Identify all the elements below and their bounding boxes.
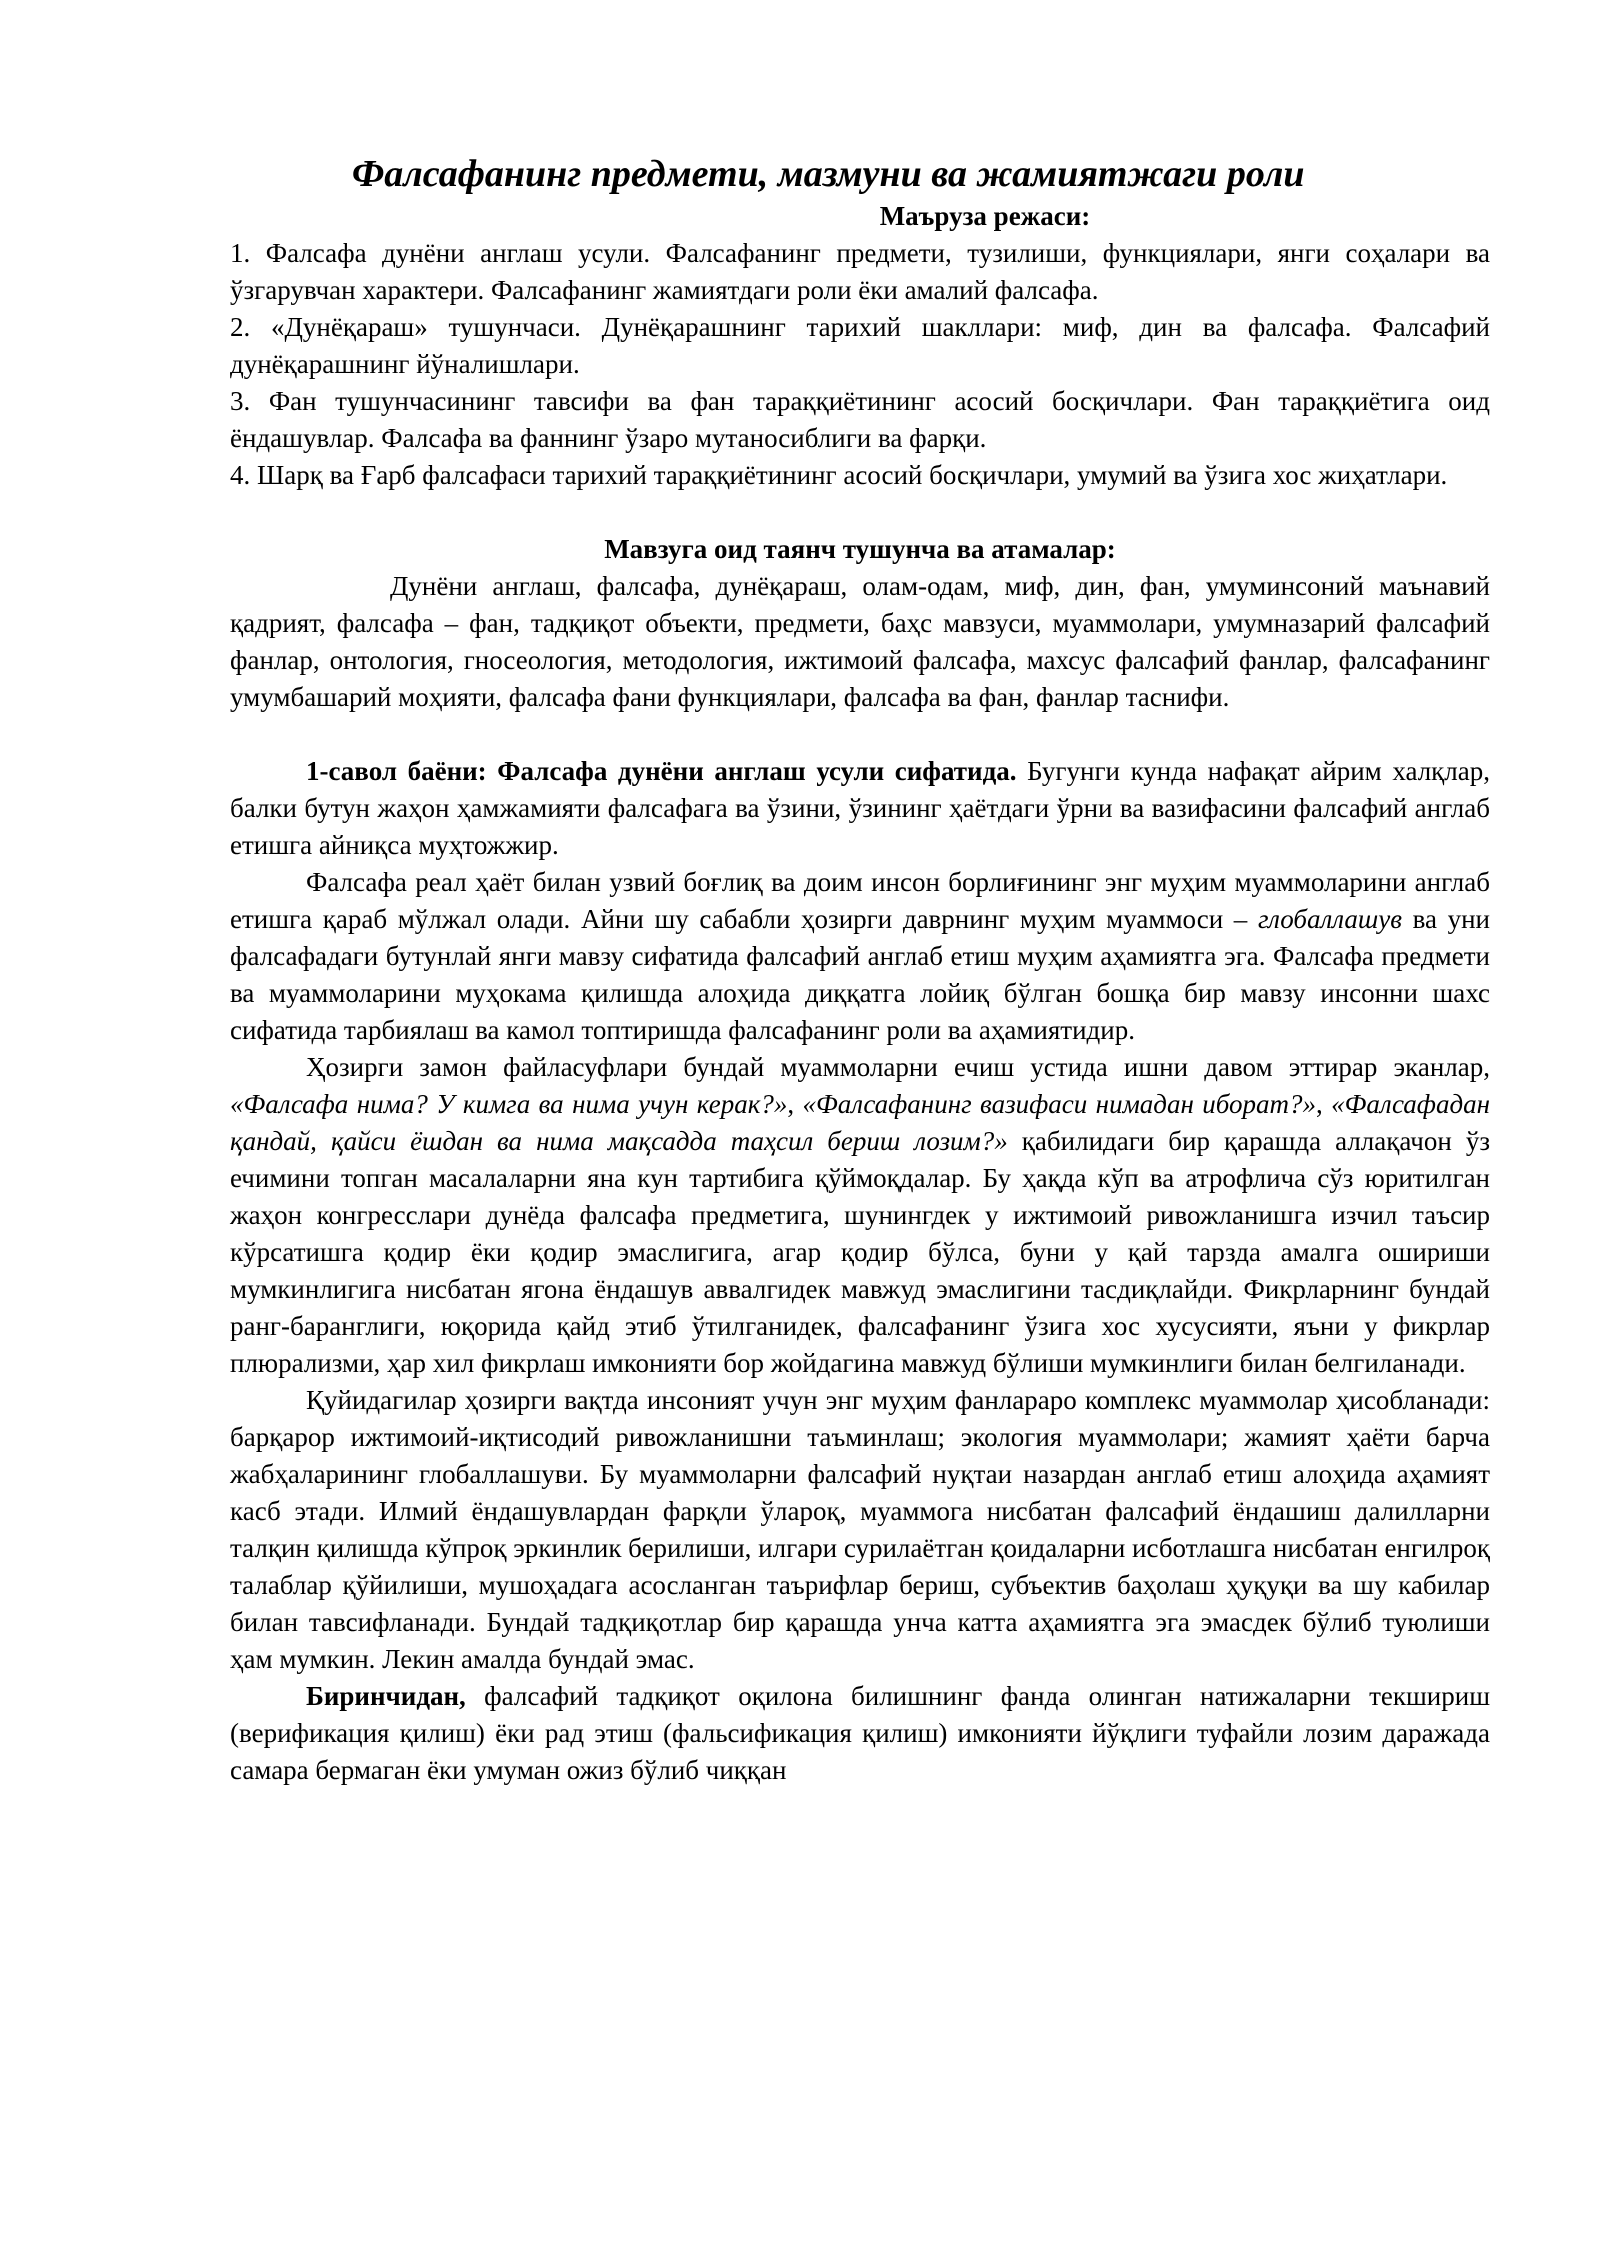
terms-heading: Мавзуга оид таянч тушунча ва атамалар: [604, 534, 1116, 564]
quoted-question: «Фалсафа нима? У кимга ва нима учун керак?» [230, 1089, 788, 1119]
paragraph-5 [230, 1678, 1490, 1789]
plan-item-1: 1. Фалсафа дунёни англаш усули. Фалсафанинг предмети, тузилиши, функциялари, янги соҳалари ва ўзгарувчан характери. Фалсафанинг жамиятдаги роли ёки амалий фалсафа. [230, 238, 1490, 305]
paragraph-3 [230, 1049, 1490, 1382]
plan-item-3: 3. Фан тушунчасининг тавсифи ва фан тараққиётининг асосий босқичлари. Фан тараққиётига оид ёндашувлар. Фалсафа ва фаннинг ўзаро мутаносиблиги ва фарқи. [230, 386, 1490, 453]
paragraph-text: фалсафий тадқиқот оқилона билишнинг фанда олинган натижаларни текшириш (верификация қилиш) ёки рад этиш (фальсификация қилиш) имконияти йўқлиги туфайли лозим даражада самара бермаган ёки умуман ожиз бўлиб чиққан [230, 1681, 1490, 1785]
paragraph-text: Бугунги кунда нафақат айрим халқлар, балки бутун жаҳон ҳамжамияти фалсафага ва ўзини, ўзининг ҳаётдаги ўрни ва вазифасини фалсафий англаб етишга айниқса муҳтожжир. [230, 756, 1490, 860]
plan-list [230, 235, 1490, 494]
quoted-question: «Фалсафанинг вазифаси нимадан иборат?» [802, 1089, 1316, 1119]
paragraph-text: қабилидаги бир қарашда аллақачон ўз ечимини топган масалаларни яна кун тартибига қўймоқдалар. Бу ҳақда кўп ва атрофлича сўз юритилган жаҳон конгресслари дунёда фалсафа предметига, шунингдек у ижтимоий ривожланишга изчил таъсир кўрсатишга қодир ёки қодир эмаслигига, агар қодир бўлса, буни у қай тарзда амалга ошириши мумкинлигига нисбатан ягона ёндашув аввалгидек мавжуд эмаслигини тасдиқлайди. Фикрларнинг бундай ранг-баранглиги, юқорида қайд этиб ўтилганидек, фалсафанинг ўзига хос хусусияти, яъни у фикрлар плюрализми, ҳар хил фикрлаш имконияти бор жойдагина мавжуд бўлиши мумкинлиги билан белгиланади. [230, 1126, 1490, 1378]
quoted-question: «Фалсафадан қандай, қайси ёшдан ва нима мақсадда таҳсил бериш лозим?» [230, 1089, 1490, 1156]
paragraph-2 [230, 864, 1490, 1049]
paragraph-text: Ҳозирги замон файласуфлари бундай муаммоларни ечиш устида ишни давом эттирар эканлар, [306, 1052, 1490, 1082]
document-title: Фалсафанинг предмети, мазмуни ва жамиятжаги роли [352, 153, 1305, 195]
emphasis-term: глобаллашув [1257, 904, 1402, 934]
paragraph-text: Фалсафа реал ҳаёт билан узвий боғлиқ ва доим инсон борлиғининг энг муҳим муаммоларини англаб етишга қараб мўлжал олади. Айни шу сабабли ҳозирги даврнинг муҳим муаммоси – [230, 867, 1490, 934]
paragraph-1 [230, 753, 1490, 864]
separator: , [1316, 1089, 1332, 1119]
spacer [230, 716, 1490, 753]
separator: , [787, 1089, 803, 1119]
section-heading: 1-савол баёни: Фалсафа дунёни англаш усули сифатида. [306, 756, 1017, 786]
document-page [230, 150, 1490, 1789]
plan-item-2: 2. «Дунёқараш» тушунчаси. Дунёқарашнинг тарихий шакллари: миф, дин ва фалсафа. Фалсафий дунёқарашнинг йўналишлари. [230, 312, 1490, 379]
plan-heading: Маъруза режаси: [879, 201, 1091, 231]
spacer [230, 494, 1490, 531]
bold-lead: Биринчидан, [306, 1681, 466, 1711]
paragraph-text: ва уни фалсафадаги бутунлай янги мавзу сифатида фалсафий англаб етиш муҳим аҳамиятга эга. Фалсафа предмети ва муаммоларини муҳокама қилишда алоҳида диққатга лойиқ бўлган бошқа бир мавзу инсонни шахс сифатида тарбиялаш ва камол топтиришда фалсафанинг роли ва аҳамиятидир. [230, 904, 1490, 1045]
paragraph-4: Қуйидагилар ҳозирги вақтда инсоният учун энг муҳим фанлараро комплекс муаммолар ҳисобланади: барқарор ижтимоий-иқтисодий ривожланишни таъминлаш; экология муаммолари; жамият ҳаёти барча жабҳаларининг глобаллашуви. Бу муаммоларни фалсафий нуқтаи назардан англаб етиш алоҳида аҳамият касб этади. Илмий ёндашувлардан фарқли ўлароқ, муаммога нисбатан фалсафий ёндашиш далилларни талқин қилишда кўпроқ эркинлик берилиши, илгари сурилаётган қоидаларни исботлашга нисбатан енгилроқ талаблар қўйилиши, мушоҳадага асосланган таърифлар бериш, субъектив баҳолаш ҳуқуқи ва шу кабилар билан тавсифланади. Бундай тадқиқотлар бир қарашда унча катта аҳамиятга эга эмасдек бўлиб туюлиши ҳам мумкин. Лекин амалда бундай эмас. [230, 1385, 1490, 1674]
terms-text: Дунёни англаш, фалсафа, дунёқараш, олам-одам, миф, дин, фан, умуминсоний маънавий қадрият, фалсафа – фан, тадқиқот объекти, предмети, баҳс мавзуси, муаммолари, умумназарий фалсафий фанлар, онтология, гносеология, методология, ижтимоий фалсафа, махсус фалсафий фанлар, фалсафанинг умумбашарий моҳияти, фалсафа фани функциялари, фалсафа ва фан, фанлар таснифи. [230, 571, 1490, 712]
plan-item-4: 4. Шарқ ва Ғарб фалсафаси тарихий тараққиётининг асосий босқичлари, умумий ва ўзига хос жиҳатлари. [230, 460, 1448, 490]
